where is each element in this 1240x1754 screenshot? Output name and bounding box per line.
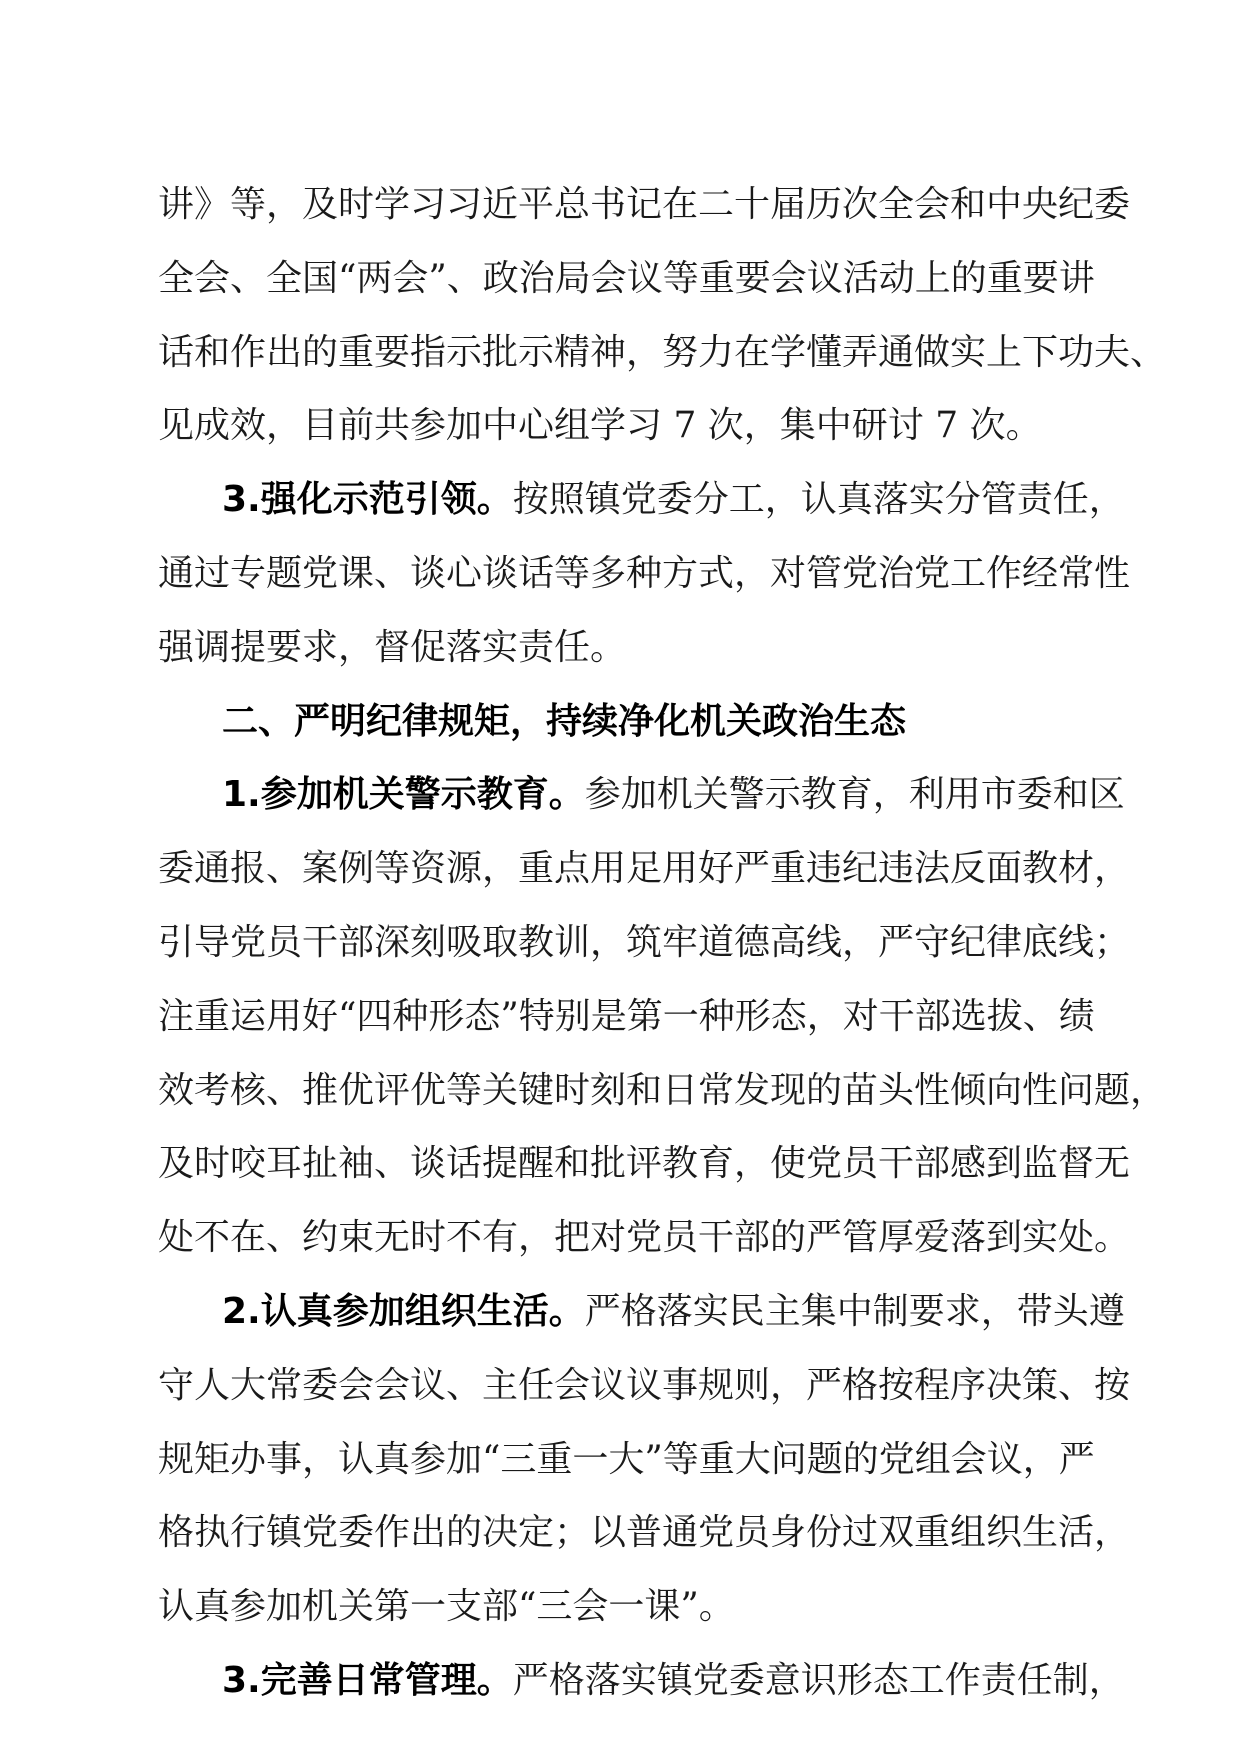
item-lead: 1.参加机关警示教育。 — [222, 774, 585, 816]
section-heading-text: 二、严明纪律规矩，持续净化机关政治生态 — [222, 700, 907, 742]
item-lead: 3.强化示范引领。 — [222, 479, 513, 521]
item-text: 严格落实民主集中制要求，带头遵 — [584, 1290, 1125, 1332]
text-line: 全会、全国“两会”、政治局会议等重要会议活动上的重要讲 — [158, 257, 1095, 299]
text-line: 引导党员干部深刻吸取教训，筑牢道德高线，严守纪律底线； — [158, 921, 1131, 963]
text-line — [158, 1644, 1125, 1718]
paragraph-item-3-demonstration — [158, 463, 1131, 684]
item-text: 按照镇党委分工，认真落实分管责任， — [512, 479, 1125, 521]
text-line: 注重运用好“四种形态”特别是第一种形态，对干部选拔、绩 — [158, 995, 1095, 1037]
text-line: 强调提要求，督促落实责任。 — [158, 626, 627, 668]
text-line: 话和作出的重要指示批示精神，努力在学懂弄通做实上下功夫、 — [158, 331, 1167, 373]
paragraph-item-1-warning-education — [158, 758, 1167, 1275]
text-line — [158, 758, 1125, 832]
text-line: 格执行镇党委作出的决定；以普通党员身份过双重组织生活， — [158, 1512, 1131, 1554]
text-line: 讲》等，及时学习习近平总书记在二十届历次全会和中央纪委 — [158, 184, 1131, 225]
text-line — [158, 1275, 1125, 1349]
text-line: 委通报、案例等资源，重点用足用好严重违纪违法反面教材， — [158, 848, 1131, 890]
item-text: 参加机关警示教育，利用市委和区 — [584, 774, 1125, 816]
text-line — [158, 463, 1125, 537]
text-line: 守人大常委会会议、主任会议议事规则，严格按程序决策、按 — [158, 1364, 1131, 1406]
paragraph-study — [158, 168, 1167, 463]
text-line: 规矩办事，认真参加“三重一大”等重大问题的党组会议，严 — [158, 1438, 1095, 1480]
text-line: 见成效，目前共参加中心组学习 7 次，集中研讨 7 次。 — [158, 405, 1042, 447]
document-body — [158, 168, 1167, 1718]
item-text: 严格落实镇党委意识形态工作责任制， — [512, 1659, 1125, 1701]
text-line: 认真参加机关第一支部“三会一课”。 — [158, 1586, 735, 1628]
text-line: 处不在、约束无时不有，把对党员干部的严管厚爱落到实处。 — [158, 1217, 1131, 1259]
item-lead: 3.完善日常管理。 — [222, 1659, 513, 1701]
section-heading — [158, 685, 1098, 759]
text-line: 通过专题党课、谈心谈话等多种方式，对管党治党工作经常性 — [158, 552, 1131, 594]
text-line: 效考核、推优评优等关键时刻和日常发现的苗头性倾向性问题， — [158, 1069, 1167, 1111]
text-line: 及时咬耳扯袖、谈话提醒和批评教育，使党员干部感到监督无 — [158, 1143, 1131, 1185]
item-lead: 2.认真参加组织生活。 — [222, 1290, 585, 1332]
paragraph-item-3-daily-management — [158, 1644, 1125, 1718]
paragraph-item-2-organization-life — [158, 1275, 1131, 1644]
